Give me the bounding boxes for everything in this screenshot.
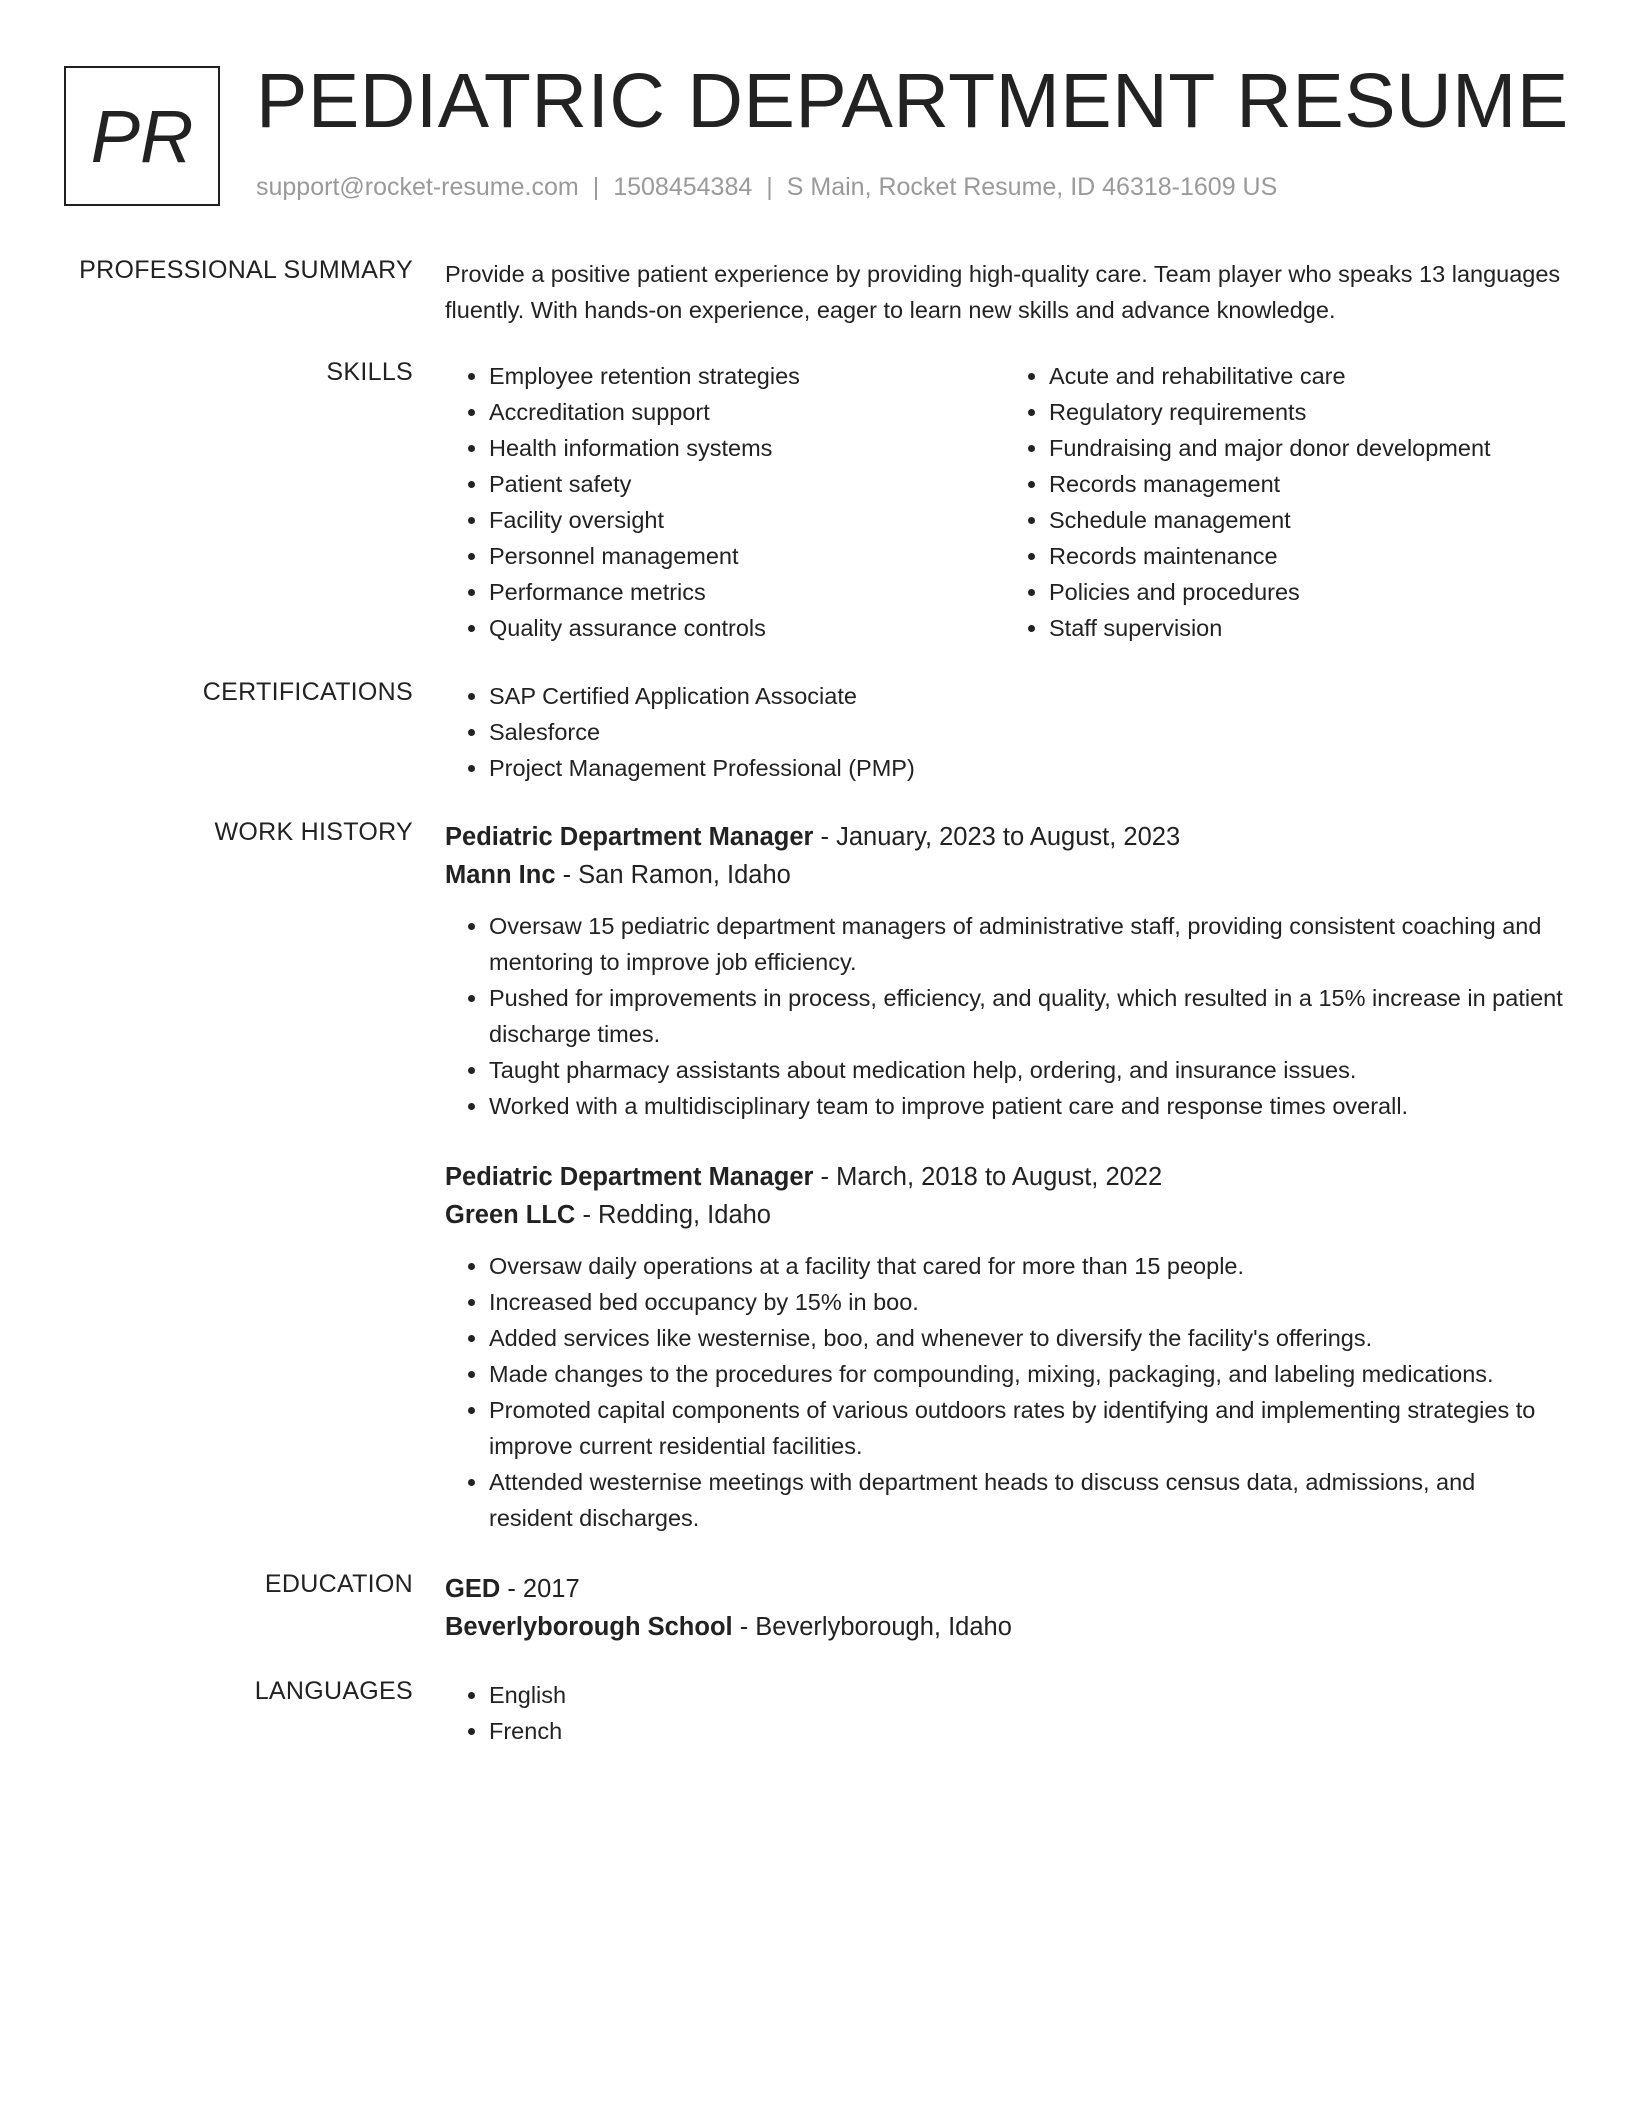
contact-separator: | — [766, 173, 773, 201]
job-location: - San Ramon, Idaho — [555, 861, 791, 889]
skills-list-right — [1005, 358, 1565, 646]
education-school: Beverlyborough School — [445, 1613, 733, 1641]
education-degree-line — [445, 1570, 1565, 1608]
section-label-education: EDUCATION — [264, 1570, 413, 1598]
job-bullet: • Added services like westernise, boo, and whenever to diversify the facility's offerings. — [489, 1320, 1565, 1356]
skill-item: • Records management — [1049, 466, 1565, 502]
skill-item: • Employee retention strategies — [489, 358, 1005, 394]
section-label-skills: SKILLS — [326, 358, 413, 386]
job-bullet: • Attended westernise meetings with department heads to discuss census data, admissions, and resident discharges. — [489, 1464, 1565, 1536]
job-bullet: • Pushed for improvements in process, efficiency, and quality, which resulted in a 15% increase in patient discharge times. — [489, 980, 1565, 1052]
skill-item: • Patient safety — [489, 466, 1005, 502]
skill-item: • Facility oversight — [489, 502, 1005, 538]
job-company-line — [445, 856, 1565, 894]
certification-item: • SAP Certified Application Associate — [489, 678, 1565, 714]
job-title-line — [445, 1158, 1565, 1196]
education-school-line — [445, 1608, 1565, 1646]
certification-item: • Salesforce — [489, 714, 1565, 750]
skill-item: • Quality assurance controls — [489, 610, 1005, 646]
job-entry — [445, 818, 1565, 1124]
job-bullet: • Taught pharmacy assistants about medication help, ordering, and insurance issues. — [489, 1052, 1565, 1088]
skill-item: • Acute and rehabilitative care — [1049, 358, 1565, 394]
job-dates: - March, 2018 to August, 2022 — [813, 1163, 1163, 1191]
job-bullet: • Oversaw 15 pediatric department managers of administrative staff, providing consistent coaching and mentoring to improve job efficiency. — [489, 908, 1565, 980]
certifications-list — [445, 678, 1565, 786]
section-label-languages: LANGUAGES — [254, 1677, 413, 1705]
section-label-certifications: CERTIFICATIONS — [202, 678, 413, 706]
job-bullet: • Worked with a multidisciplinary team to improve patient care and response times overall. — [489, 1088, 1565, 1124]
section-label-summary: PROFESSIONAL SUMMARY — [79, 256, 413, 284]
contact-phone: 1508454384 — [613, 173, 753, 201]
job-company: Green LLC — [445, 1201, 576, 1229]
skill-item: • Policies and procedures — [1049, 574, 1565, 610]
language-item: • English — [489, 1677, 1565, 1713]
contact-address: S Main, Rocket Resume, ID 46318-1609 US — [786, 173, 1278, 201]
skill-item: • Fundraising and major donor development — [1049, 430, 1565, 466]
skill-item: • Regulatory requirements — [1049, 394, 1565, 430]
education-degree: GED — [445, 1575, 501, 1603]
skill-item: • Accreditation support — [489, 394, 1005, 430]
job-bullet: • Promoted capital components of various outdoors rates by identifying and implementing strategies to improve current residential facilities. — [489, 1392, 1565, 1464]
job-title-line — [445, 818, 1565, 856]
skills-list-left — [445, 358, 1005, 646]
skill-item: • Performance metrics — [489, 574, 1005, 610]
page-title: PEDIATRIC DEPARTMENT RESUME — [256, 58, 1569, 144]
languages-list — [445, 1677, 1565, 1749]
skill-item: • Health information systems — [489, 430, 1005, 466]
monogram: PR — [64, 66, 220, 206]
skill-item: • Records maintenance — [1049, 538, 1565, 574]
job-company: Mann Inc — [445, 861, 556, 889]
skill-item: • Personnel management — [489, 538, 1005, 574]
job-bullets — [445, 1248, 1565, 1536]
job-bullet: • Increased bed occupancy by 15% in boo. — [489, 1284, 1565, 1320]
job-title: Pediatric Department Manager — [445, 823, 814, 851]
job-company-line — [445, 1196, 1565, 1234]
summary-text: Provide a positive patient experience by providing high-quality care. Team player who speaks 13 languages fluently. With hands-on experience, eager to learn new skills and advance knowledge. — [445, 261, 1561, 323]
contact-email: support@rocket-resume.com — [256, 173, 579, 201]
education-year: - 2017 — [500, 1575, 580, 1603]
language-item: • French — [489, 1713, 1565, 1749]
job-dates: - January, 2023 to August, 2023 — [813, 823, 1181, 851]
section-label-work-history: WORK HISTORY — [214, 818, 413, 846]
skill-item: • Schedule management — [1049, 502, 1565, 538]
skill-item: • Staff supervision — [1049, 610, 1565, 646]
job-bullet: • Oversaw daily operations at a facility that cared for more than 15 people. — [489, 1248, 1565, 1284]
job-title: Pediatric Department Manager — [445, 1163, 814, 1191]
job-bullets — [445, 908, 1565, 1124]
contact-separator: | — [592, 173, 600, 201]
contact-line — [256, 173, 1277, 202]
certification-item: • Project Management Professional (PMP) — [489, 750, 1565, 786]
education-location: - Beverlyborough, Idaho — [732, 1613, 1012, 1641]
job-entry — [445, 1158, 1565, 1536]
job-bullet: • Made changes to the procedures for compounding, mixing, packaging, and labeling medications. — [489, 1356, 1565, 1392]
job-location: - Redding, Idaho — [575, 1201, 771, 1229]
